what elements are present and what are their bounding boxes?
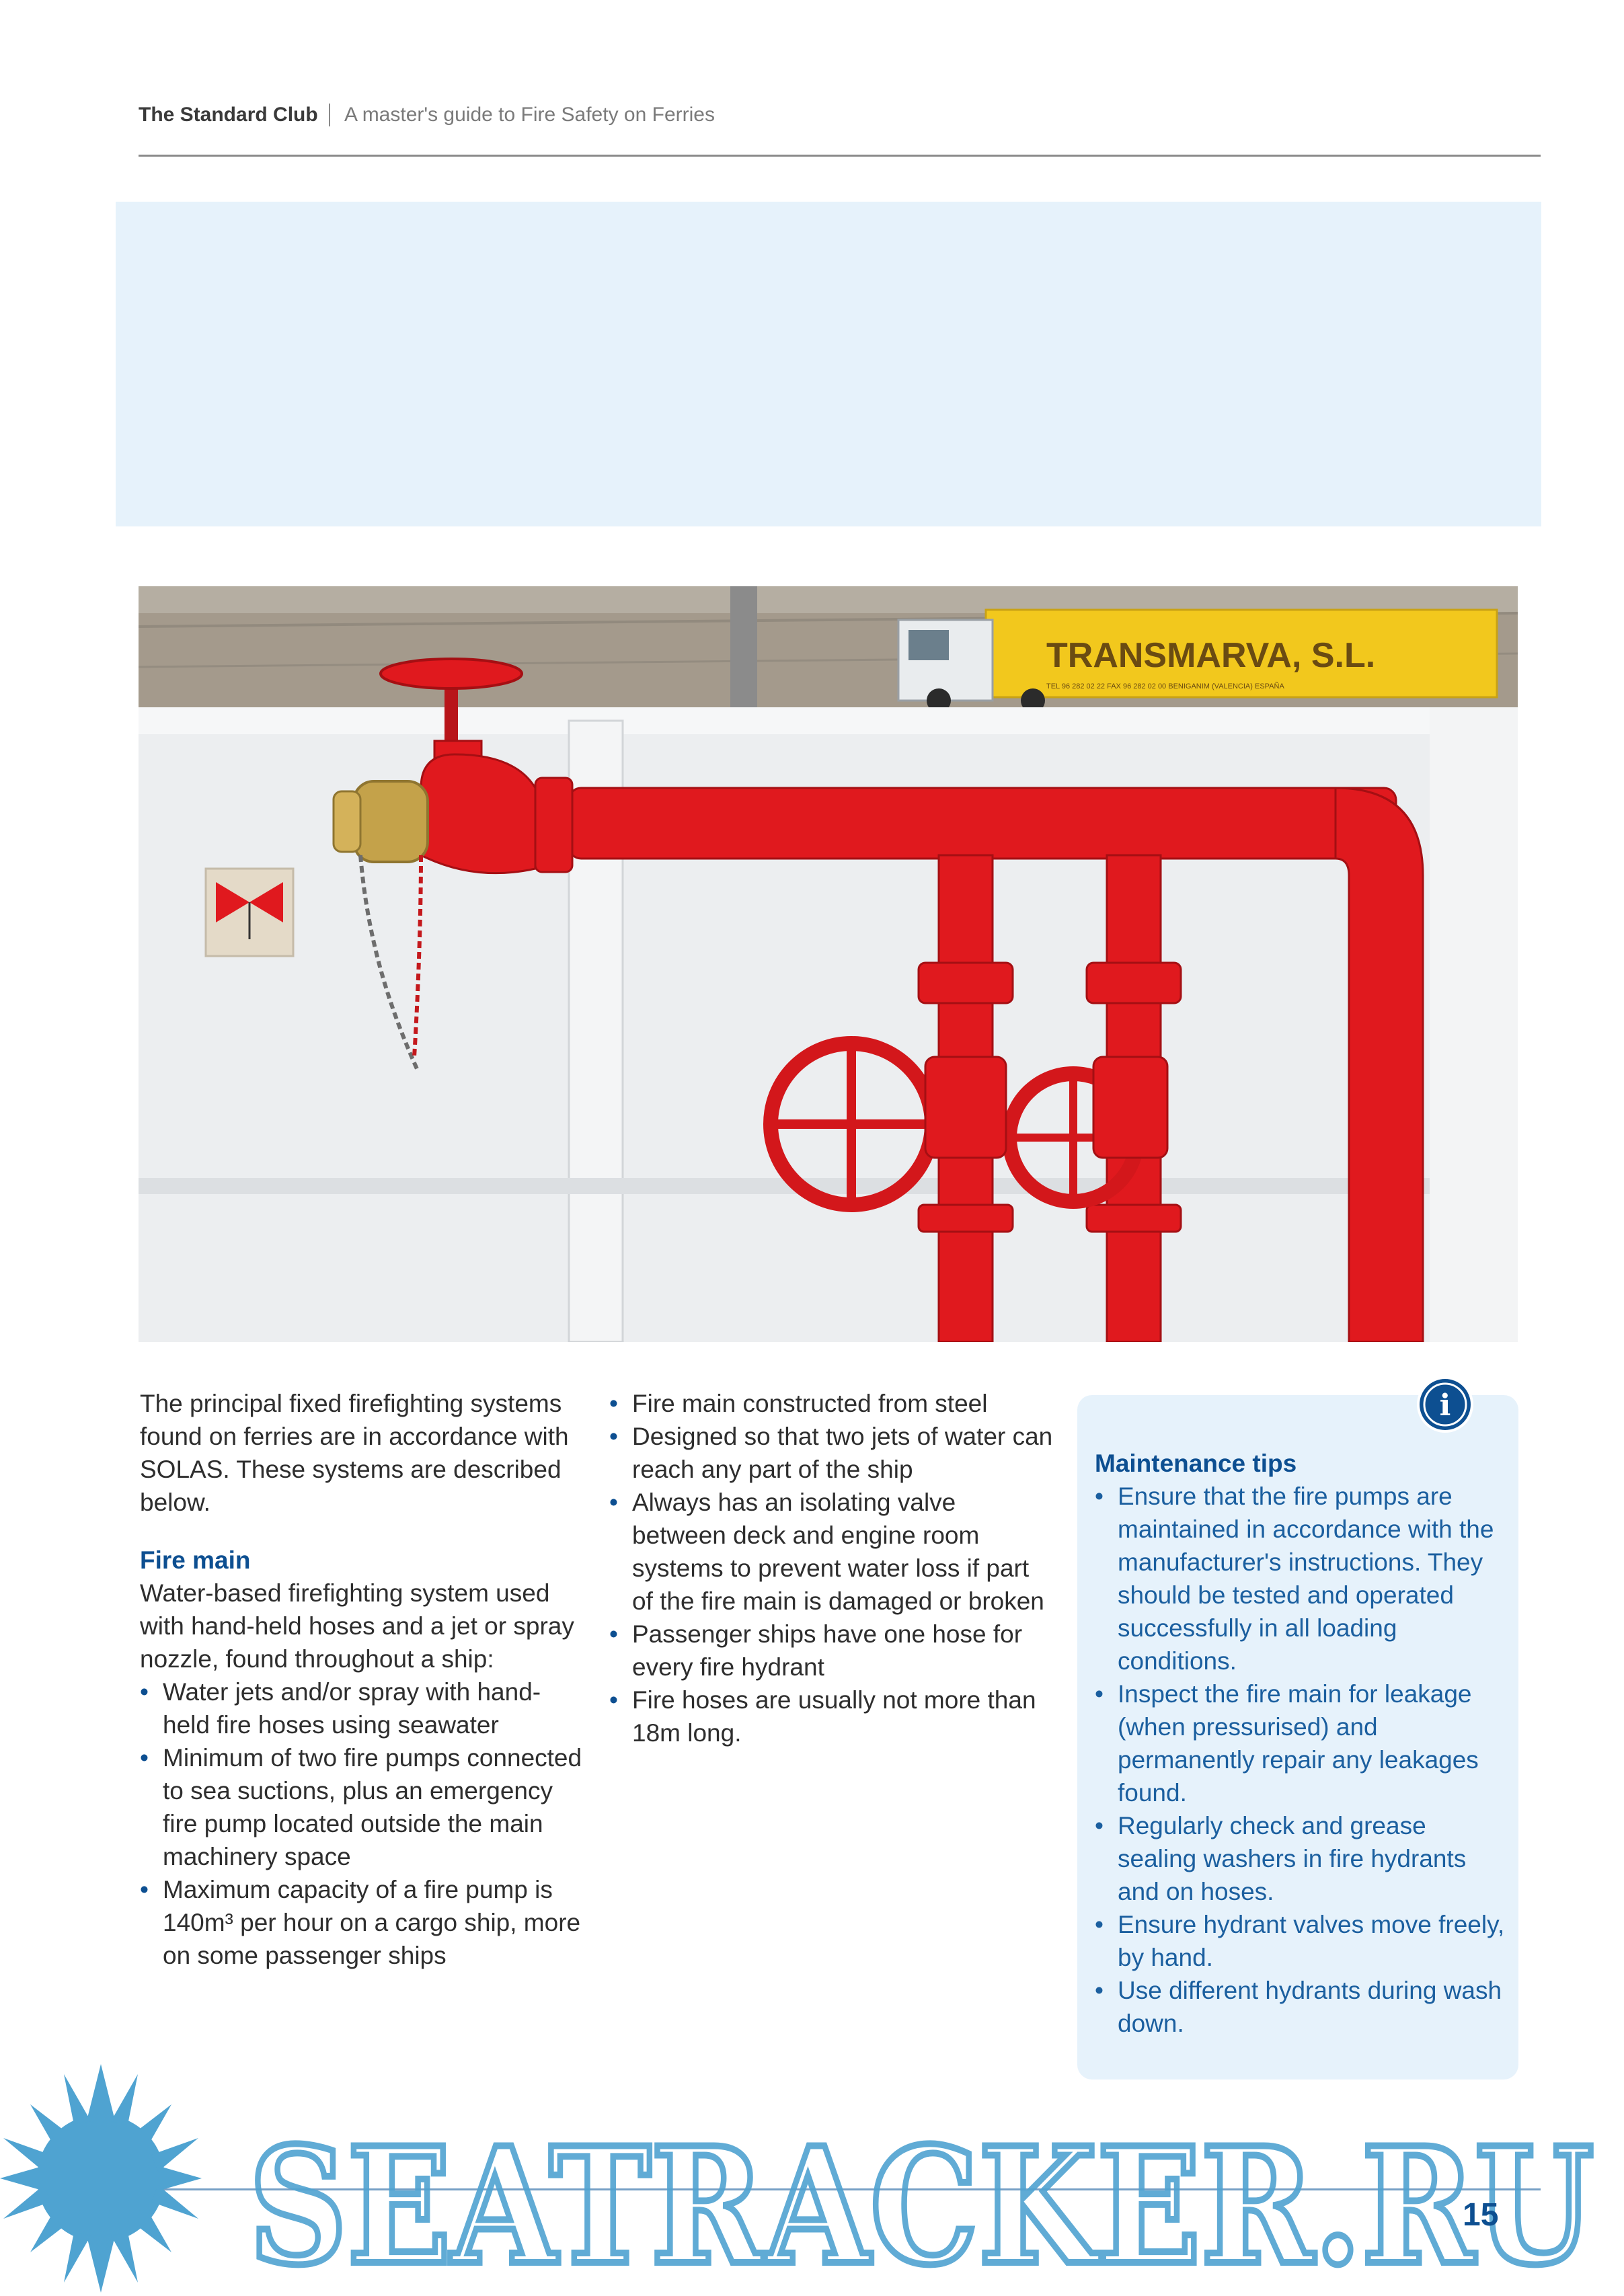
blue-panel (116, 202, 1541, 526)
info-icon-glyph: i (1439, 1388, 1451, 1423)
background-pole (730, 586, 757, 714)
sun-icon (0, 2064, 202, 2293)
fire-main-description: Water-based firefighting system used with hand-held hoses and a jet or spray nozzle, found throughout a ship: (140, 1579, 574, 1673)
list-item: • Passenger ships have one hose for every fire hydrant (609, 1618, 1053, 1684)
maintenance-tips (1095, 1447, 1505, 2040)
column-middle (609, 1387, 1053, 1749)
list-item: • Fire main constructed from steel (609, 1387, 1053, 1420)
tips-heading: Maintenance tips (1095, 1450, 1297, 1477)
intro-paragraph: The principal fixed firefighting systems found on ferries are in accordance with SOLAS. These systems are described below. (140, 1390, 569, 1516)
header-separator (329, 104, 330, 126)
guide-title: A master's guide to Fire Safety on Ferries (344, 104, 715, 126)
list-item: • Ensure hydrant valves move freely, by hand. (1095, 1908, 1505, 1974)
list-item: • Always has an isolating valve between deck and engine room systems to prevent water loss if part of the fire main is damaged or broken (609, 1486, 1053, 1618)
info-icon (1416, 1375, 1475, 1434)
fire-main-list (140, 1675, 584, 1972)
list-item: • Ensure that the fire pumps are maintained in accordance with the manufacturer's instructions. They should be tested and operated successfully in all loading conditions. (1095, 1480, 1505, 1677)
watermark (0, 2057, 1624, 2296)
list-item: • Maximum capacity of a fire pump is 140m³ per hour on a cargo ship, more on some passenger ships (140, 1873, 584, 1972)
list-item: • Fire hoses are usually not more than 18m long. (609, 1684, 1053, 1749)
page-number: 15 (1463, 2197, 1499, 2233)
truck-icon (898, 610, 1497, 713)
column-left (140, 1387, 584, 1972)
truck-sign: TRANSMARVA, S.L. (1046, 636, 1376, 675)
list-item: • Designed so that two jets of water can reach any part of the ship (609, 1420, 1053, 1486)
page-header (139, 101, 1541, 157)
list-item: • Regularly check and grease sealing washers in fire hydrants and on hoses. (1095, 1809, 1505, 1908)
list-item: • Inspect the fire main for leakage (when pressurised) and permanently repair any leakages found. (1095, 1677, 1505, 1809)
fire-main-heading: Fire main (140, 1546, 251, 1574)
truck-small-print: TEL 96 282 02 22 FAX 96 282 02 00 BENIGANIM (VALENCIA) ESPAÑA (1046, 682, 1284, 690)
list-item: • Water jets and/or spray with hand-held fire hoses using seawater (140, 1675, 584, 1741)
list-item: • Use different hydrants during wash down. (1095, 1974, 1505, 2040)
valve-sign (206, 869, 293, 956)
fire-main-details-list (609, 1387, 1053, 1749)
fire-main-photo (139, 586, 1518, 1342)
list-item: • Minimum of two fire pumps connected to sea suctions, plus an emergency fire pump located outside the main machinery space (140, 1741, 584, 1873)
club-name: The Standard Club (139, 104, 318, 126)
tips-list (1095, 1480, 1505, 2040)
watermark-text: SEATRACKER.RU (249, 2113, 1594, 2296)
